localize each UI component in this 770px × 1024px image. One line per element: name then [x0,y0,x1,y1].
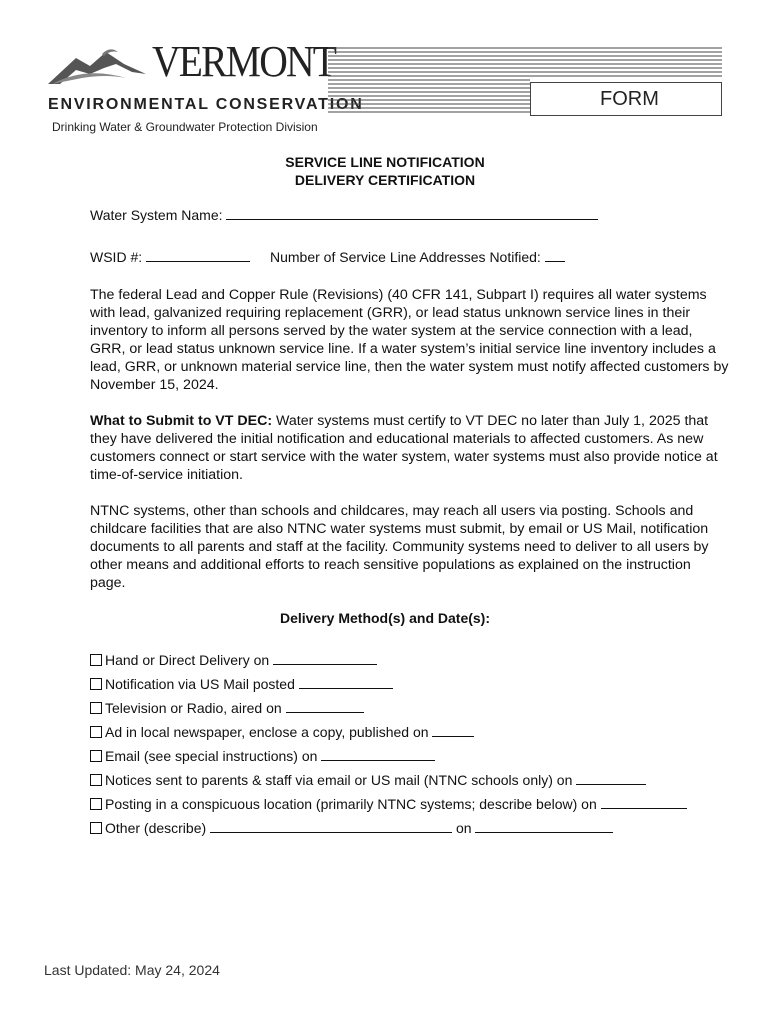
checkbox-newspaper[interactable] [90,726,102,738]
wsid-label: WSID #: [90,249,143,265]
option-label: Hand or Direct Delivery on [105,652,270,668]
option-other [90,820,613,836]
option-email [90,748,435,764]
date-field[interactable] [321,748,435,761]
option-label: Television or Radio, aired on [105,700,282,716]
option-ntnc-schools [90,772,646,788]
option-hand-delivery [90,652,377,668]
option-label: Email (see special instructions) on [105,748,318,764]
form-label: FORM [600,88,659,110]
what-to-submit-text: Water systems must certify to VT DEC no later than July 1, 2025 that they have delivered the initial notification and educational materials to affected customers. As new customers connect or start service with the water system, water systems must also provide notice at time-of-service initiation. [90,413,718,483]
wsid-row [90,249,250,265]
water-system-name-field[interactable] [226,207,598,220]
option-label: Other (describe) [105,820,207,836]
option-label: Notification via US Mail posted [105,676,295,692]
date-field[interactable] [601,796,687,809]
checkbox-email[interactable] [90,750,102,762]
option-label: Notices sent to parents & staff via email or US mail (NTNC schools only) on [105,772,573,788]
addresses-notified-label: Number of Service Line Addresses Notified: [270,249,541,265]
date-field[interactable] [576,772,646,785]
addresses-notified-field[interactable] [545,249,565,262]
option-label: Posting in a conspicuous location (primarily NTNC systems; describe below) on [105,796,597,812]
title-line-1: SERVICE LINE NOTIFICATION [285,154,485,170]
paragraph-what-to-submit [90,412,730,484]
date-field[interactable] [273,652,377,665]
addresses-notified-row [270,249,565,265]
option-newspaper [90,724,474,740]
agency-name: ENVIRONMENTAL CONSERVATION [48,96,364,113]
option-tv-radio [90,700,364,716]
date-field[interactable] [432,724,474,737]
option-label: Ad in local newspaper, enclose a copy, published on [105,724,429,740]
delivery-heading: Delivery Method(s) and Date(s): [279,610,491,626]
water-system-name-row [90,207,598,223]
describe-field[interactable] [210,820,452,833]
wsid-field[interactable] [146,249,250,262]
division-name: Drinking Water & Groundwater Protection Division [52,120,318,134]
logo-wordmark: VERMONT [152,37,336,86]
checkbox-ntnc-schools[interactable] [90,774,102,786]
other-on-label: on [455,820,472,836]
date-field[interactable] [286,700,364,713]
option-posting [90,796,687,812]
checkbox-us-mail[interactable] [90,678,102,690]
checkbox-tv-radio[interactable] [90,702,102,714]
date-field[interactable] [475,820,613,833]
date-field[interactable] [299,676,393,689]
paragraph-ntnc: NTNC systems, other than schools and childcares, may reach all users via posting. Schools and childcare facilities that are also NTNC water systems must submit, by email or US Mail, notification documents to all parents and staff at the facility. Community systems need to deliver to all users by other means and additional efforts to reach sensitive populations as explained on the instruction page. [90,503,709,591]
paragraph-lcrr: The federal Lead and Copper Rule (Revisions) (40 CFR 141, Subpart I) requires all water systems with lead, galvanized requiring replacement (GRR), or lead status unknown service lines in their inventory to inform all persons served by the water system at the service connection with a lead, GRR, or lead status unknown service line. If a water system’s initial service line inventory includes a lead, GRR, or unknown material service line, then the water system must notify affected customers by November 15, 2024. [90,287,729,393]
checkbox-other[interactable] [90,822,102,834]
title-line-2: DELIVERY CERTIFICATION [294,172,476,188]
option-us-mail [90,676,393,692]
checkbox-posting[interactable] [90,798,102,810]
last-updated: Last Updated: May 24, 2024 [44,962,220,978]
checkbox-hand-delivery[interactable] [90,654,102,666]
what-to-submit-heading: What to Submit to VT DEC: [90,413,273,429]
water-system-name-label: Water System Name: [90,207,223,223]
